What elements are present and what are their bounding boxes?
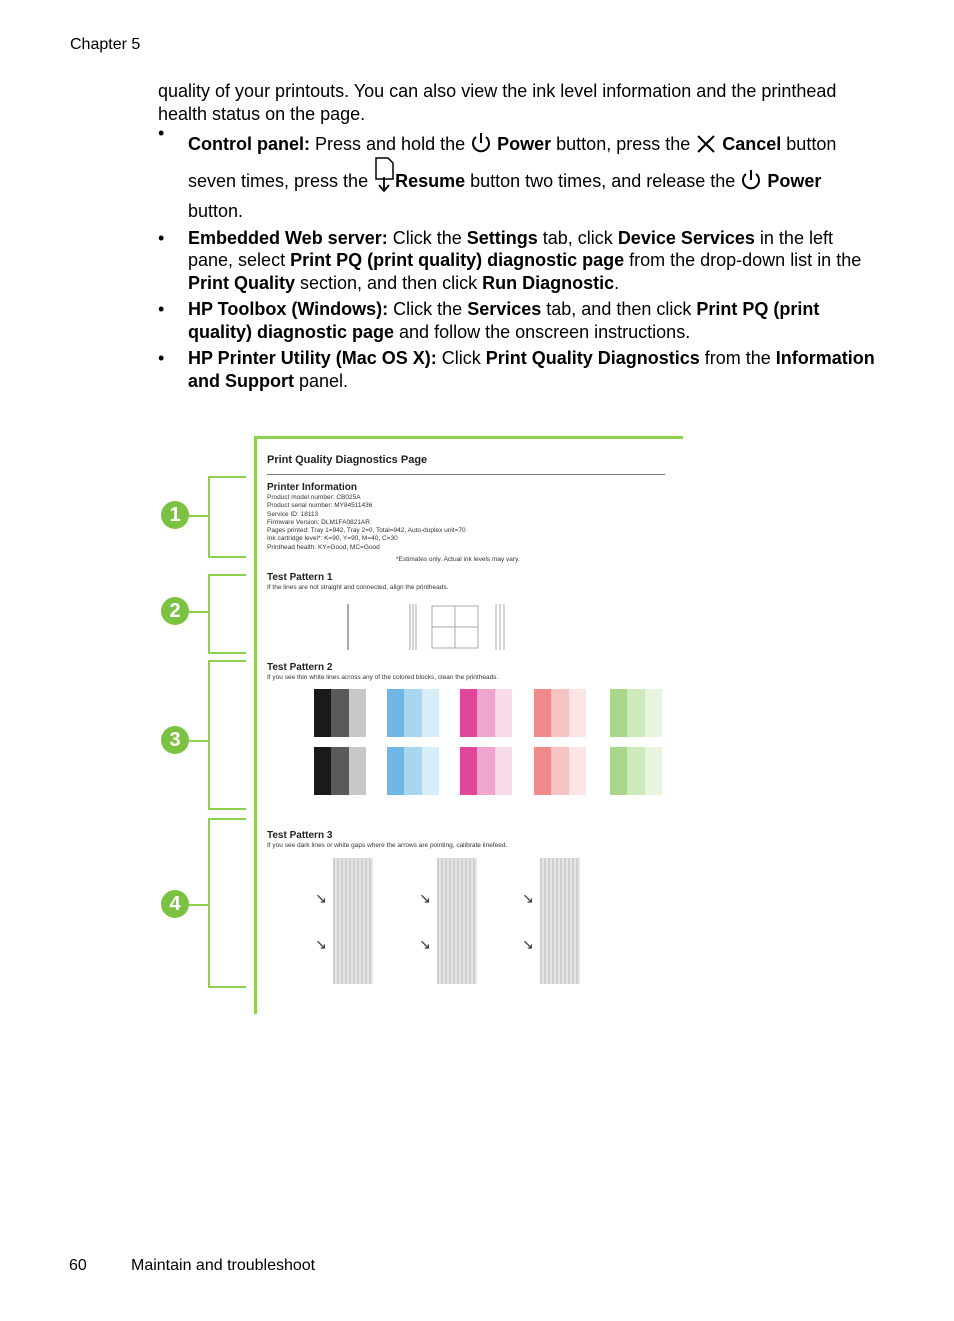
power-icon [740, 169, 762, 198]
printer-info-list: Product model number: CB025A Product serial number: MY84511436 Service ID: 18113 Firmware Version: DLM1FA0821AR Pages printed: Tray 1=942, Tray 2=0, Total=942, Auto-duplex unit=70 Ink cartridge level*: K=90, Y=90, M=40, C=30 Printhead health: KY=Good, MC=Good [267, 494, 466, 551]
figure-frame-top [255, 436, 683, 439]
test-pattern-1-title: Test Pattern 1 [267, 572, 333, 583]
callout-4: 4 [161, 890, 189, 918]
color-band [477, 689, 494, 737]
color-band [551, 747, 568, 795]
callout-1: 1 [161, 501, 189, 529]
color-block [534, 747, 586, 795]
color-band [422, 747, 439, 795]
method-list [158, 123, 878, 396]
arrow-icon: ↘ [315, 890, 327, 906]
color-band [495, 689, 512, 737]
color-band [645, 689, 662, 737]
color-band [627, 747, 644, 795]
color-band [404, 747, 421, 795]
color-band [477, 747, 494, 795]
color-block [610, 689, 662, 737]
bracket-1 [208, 476, 246, 558]
color-block [534, 689, 586, 737]
chapter-header: Chapter 5 [70, 36, 141, 53]
list-item-hp-toolbox: • HP Toolbox (Windows): Click the Services tab, and then click Print PQ (print quality) diagnostic page and follow the onscreen instructions. [158, 299, 820, 342]
bullet-dot: • [158, 299, 165, 319]
intro-paragraph: quality of your printouts. You can also view the ink level information and the printhead health status on the page. [158, 81, 837, 124]
color-block [314, 747, 366, 795]
bullet-dot: • [158, 227, 165, 248]
bracket-4 [208, 818, 246, 988]
color-band [314, 689, 331, 737]
arrow-icon: ↘ [522, 890, 534, 906]
color-block [610, 747, 662, 795]
color-band [534, 689, 551, 737]
power-icon [470, 132, 492, 164]
test-pattern-3-title: Test Pattern 3 [267, 830, 333, 841]
color-band [627, 689, 644, 737]
figure-divider [267, 474, 665, 475]
color-band [422, 689, 439, 737]
bracket-tick-4 [188, 904, 208, 906]
color-band [349, 747, 366, 795]
arrow-icon: ↘ [522, 936, 534, 952]
color-band [387, 689, 404, 737]
bullet-dot: • [158, 348, 165, 368]
color-band [314, 747, 331, 795]
callout-2: 2 [161, 597, 189, 625]
callout-3: 3 [161, 726, 189, 754]
list-item-control-panel: • Control panel: Press and hold the Power button, press the Cancel button seven times, press the Resume button two times, and release the Power button. [158, 123, 837, 221]
color-band [610, 689, 627, 737]
estimate-note: *Estimates only. Actual ink levels may vary. [396, 556, 520, 563]
color-block [387, 747, 439, 795]
bracket-2 [208, 574, 246, 654]
color-band [610, 747, 627, 795]
color-band [387, 747, 404, 795]
figure-frame-left [254, 436, 257, 1014]
arrow-icon: ↘ [419, 890, 431, 906]
color-band [551, 689, 568, 737]
color-band [460, 689, 477, 737]
color-block [460, 689, 512, 737]
figure-title: Print Quality Diagnostics Page [267, 454, 428, 466]
linefeed-stripe [437, 858, 477, 984]
color-block [460, 747, 512, 795]
color-block [314, 689, 366, 737]
test-pattern-2-instructions: If you see thin white lines across any of the colored blocks, clean the printheads. [267, 674, 499, 681]
linefeed-stripe [333, 858, 373, 984]
color-band [569, 747, 586, 795]
color-band [645, 747, 662, 795]
color-band [404, 689, 421, 737]
bracket-tick-2 [188, 611, 208, 613]
bracket-tick-3 [188, 740, 208, 742]
color-band [460, 747, 477, 795]
color-band [331, 689, 348, 737]
color-band [349, 689, 366, 737]
color-band [331, 747, 348, 795]
list-item-embedded-web-server: • Embedded Web server: Click the Settings tab, click Device Services in the left pane, select Print PQ (print quality) diagnostic page from the drop-down list in the Print Quality section, and then click Run Diagnostic. [158, 227, 862, 293]
page-number: 60 [69, 1257, 87, 1274]
color-band [495, 747, 512, 795]
printer-info-title: Printer Information [267, 482, 358, 493]
bullet-dot: • [158, 123, 165, 143]
arrow-icon: ↘ [419, 936, 431, 952]
bracket-tick-1 [188, 515, 208, 517]
test-pattern-1-instructions: If the lines are not straight and connected, align the printheads. [267, 584, 449, 591]
list-item-hp-printer-utility: • HP Printer Utility (Mac OS X): Click Print Quality Diagnostics from the Information and Support panel. [158, 348, 875, 391]
test-pattern-3-instructions: If you see dark lines or white gaps where the arrows are pointing, calibrate linefeed. [267, 842, 508, 849]
color-band [534, 747, 551, 795]
cancel-icon [695, 132, 717, 164]
bracket-3 [208, 660, 246, 810]
linefeed-stripe [540, 858, 580, 984]
footer-title: Maintain and troubleshoot [131, 1257, 316, 1274]
test-pattern-2-title: Test Pattern 2 [267, 662, 333, 673]
alignment-pattern [340, 602, 520, 654]
diagnostics-page-figure [150, 430, 690, 1020]
color-band [569, 689, 586, 737]
resume-icon [373, 157, 395, 200]
arrow-icon: ↘ [315, 936, 327, 952]
color-block [387, 689, 439, 737]
